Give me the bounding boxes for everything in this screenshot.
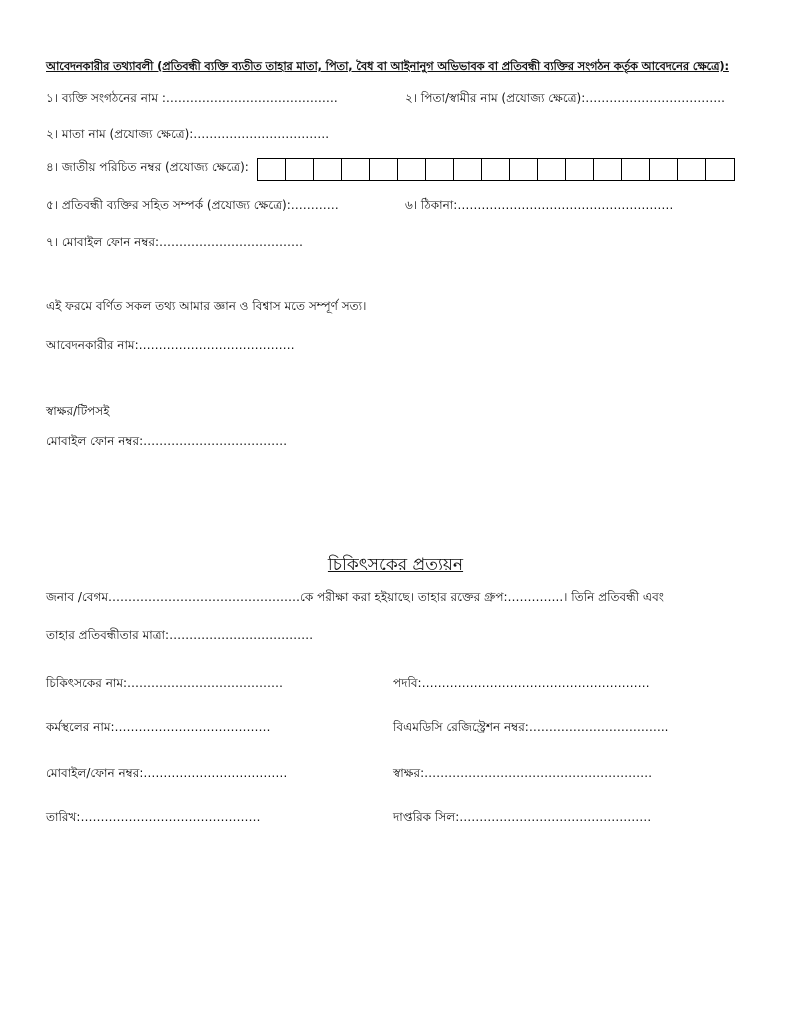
doctor-certificate-title: চিকিৎসকের প্রত্যয়ন	[327, 555, 464, 575]
national-id-digit-box[interactable]	[398, 159, 426, 180]
address-field[interactable]: ৬। ঠিকানা:………………………………………………	[405, 198, 674, 212]
organization-name-field[interactable]: ১। ব্যক্তি সংগঠনের নাম :…………………………………….	[46, 91, 338, 105]
national-id-digit-box[interactable]	[510, 159, 538, 180]
national-id-digit-box[interactable]	[258, 159, 286, 180]
applicant-name-field[interactable]: আবেদনকারীর নাম:…………………………………	[46, 338, 295, 352]
signature-mobile-field[interactable]: মোবাইল ফোন নম্বর:………………………………	[46, 434, 288, 448]
national-id-digit-box[interactable]	[426, 159, 454, 180]
doctor-phone-field[interactable]: মোবাইল/ফোন নম্বর:………………………………	[46, 766, 288, 780]
father-husband-name-field[interactable]: ২। পিতা/স্বামীর নাম (প্রযোজ্য ক্ষেত্রে):……………………………..	[405, 91, 725, 105]
applicant-info-header: আবেদনকারীর তথ্যাবলী (প্রতিবন্ধী ব্যক্তি ব্যতীত তাহার মাতা, পিতা, বৈধ বা আইনানুগ অভিভাবক বা প্রতিবন্ধী ব্যক্তির সংগঠন কর্তৃক আবেদনের ক্ষেত্রে):	[46, 59, 729, 73]
national-id-digit-box[interactable]	[622, 159, 650, 180]
patient-statement-line[interactable]: জনাব /বেগম…………………………………………কে পরীক্ষা করা হইয়াছে। তাহার রক্তের গ্রুপ:…………..। তিনি প্রতিবন্ধী এবং	[46, 590, 664, 604]
national-id-digit-box[interactable]	[650, 159, 678, 180]
national-id-digit-box[interactable]	[342, 159, 370, 180]
national-id-digit-box[interactable]	[594, 159, 622, 180]
national-id-digit-box[interactable]	[678, 159, 706, 180]
signature-label: স্বাক্ষর/টিপসই	[46, 404, 110, 418]
workplace-field[interactable]: কর্মস্থলের নাম:…………………………………	[46, 720, 271, 734]
official-seal-field[interactable]: দাপ্তরিক সিল:…………………………………………	[393, 810, 652, 824]
designation-field[interactable]: পদবি:…………………………………………………	[393, 676, 650, 690]
national-id-digit-box[interactable]	[706, 159, 734, 180]
disability-degree-field[interactable]: তাহার প্রতিবন্ধীতার মাত্রা:………………………………	[46, 628, 314, 642]
national-id-label: ৪। জাতীয় পরিচিত নম্বর (প্রযোজ্য ক্ষেত্রে):	[46, 160, 249, 174]
mother-name-field[interactable]: ২। মাতা নাম (প্রযোজ্য ক্ষেত্রে):…………………………….	[46, 127, 330, 141]
doctor-signature-field[interactable]: স্বাক্ষর:…………………………………………………	[393, 766, 653, 780]
national-id-digit-box[interactable]	[314, 159, 342, 180]
national-id-digit-box[interactable]	[286, 159, 314, 180]
national-id-digit-box[interactable]	[482, 159, 510, 180]
national-id-digit-box[interactable]	[538, 159, 566, 180]
national-id-row	[46, 157, 735, 181]
national-id-digit-box[interactable]	[454, 159, 482, 180]
national-id-digit-box[interactable]	[370, 159, 398, 180]
doctor-name-field[interactable]: চিকিৎসকের নাম:…………………………………	[46, 676, 284, 690]
declaration-text: এই ফরমে বর্ণিত সকল তথ্য আমার জ্ঞান ও বিশ্বাস মতে সম্পূর্ণ সত্য।	[46, 299, 367, 313]
national-id-boxes[interactable]	[257, 158, 735, 181]
bmdc-registration-field[interactable]: বিএমডিসি রেজিস্ট্রেশন নম্বর:……………………………..	[393, 720, 669, 734]
date-field[interactable]: তারিখ:………………………………………	[46, 810, 261, 824]
national-id-digit-box[interactable]	[566, 159, 594, 180]
applicant-mobile-field[interactable]: ৭। মোবাইল ফোন নম্বর:………………………………	[46, 235, 304, 249]
relation-field[interactable]: ৫। প্রতিবন্ধী ব্যক্তির সহিত সম্পর্ক (প্রযোজ্য ক্ষেত্রে):…………	[46, 198, 339, 212]
